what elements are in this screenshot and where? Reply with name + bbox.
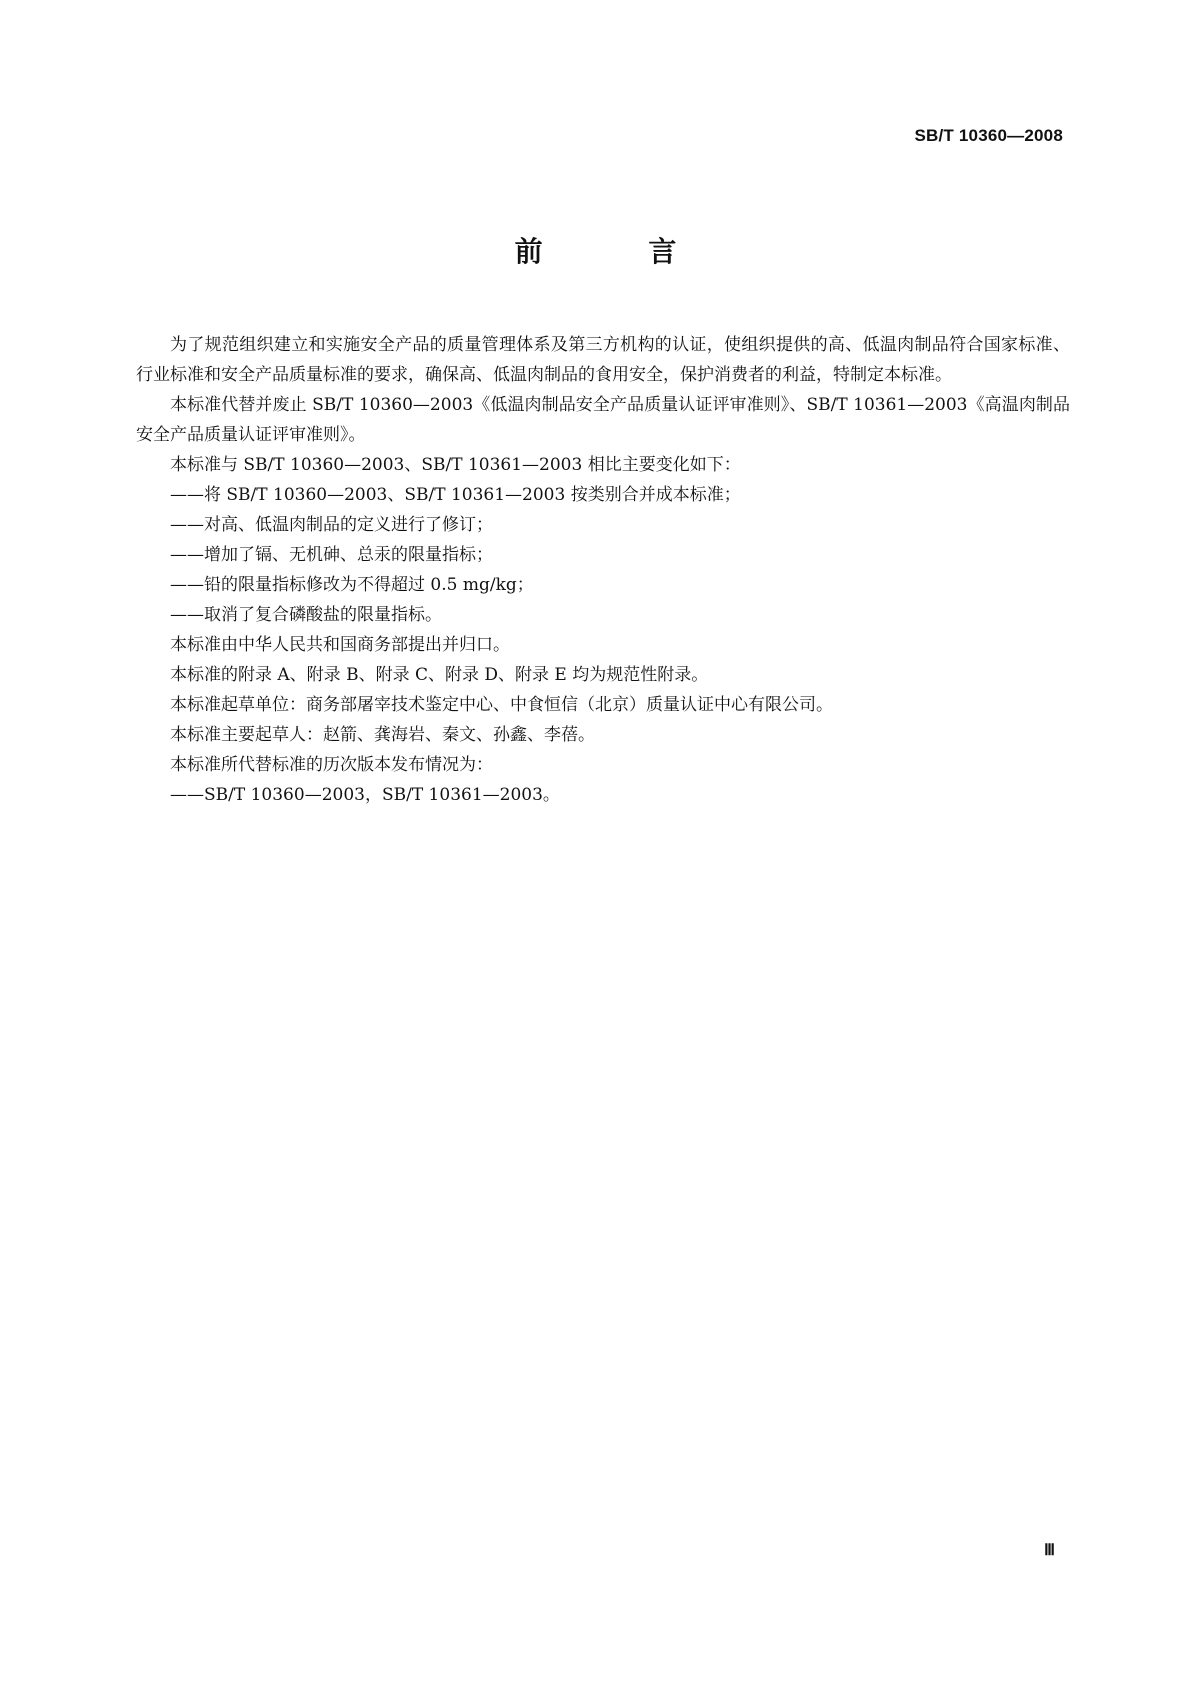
change-item: ——增加了镉、无机砷、总汞的限量指标； bbox=[170, 545, 493, 565]
history-item: ——SB/T 10360—2003，SB/T 10361—2003。 bbox=[170, 785, 560, 805]
standard-code: SB/T 10360—2008 bbox=[914, 126, 1063, 145]
paragraph-changes-intro: 本标准与 SB/T 10360—2003、SB/T 10361—2003 相比主要变化如下： bbox=[170, 455, 741, 475]
paragraph-proposer: 本标准由中华人民共和国商务部提出并归口。 bbox=[170, 635, 510, 655]
paragraph-purpose: 为了规范组织建立和实施安全产品的质量管理体系及第三方机构的认证，使组织提供的高、低温肉制品符合国家标准、行业标准和安全产品质量标准的要求，确保高、低温肉制品的食用安全，保护消费者的利益，特制定本标准。 bbox=[136, 335, 1070, 385]
paragraph-history-intro: 本标准所代替标准的历次版本发布情况为： bbox=[170, 755, 493, 775]
page-title: 前 言 bbox=[514, 235, 725, 268]
paragraph-replacement: 本标准代替并废止 SB/T 10360—2003《低温肉制品安全产品质量认证评审准则》、SB/T 10361—2003《高温肉制品安全产品质量认证评审准则》。 bbox=[136, 395, 1070, 445]
document-body bbox=[136, 330, 1070, 810]
page-number: Ⅲ bbox=[1043, 1542, 1055, 1559]
paragraph-drafters: 本标准主要起草人：赵箭、龚海岩、秦文、孙鑫、李蓓。 bbox=[170, 725, 595, 745]
paragraph-annexes: 本标准的附录 A、附录 B、附录 C、附录 D、附录 E 均为规范性附录。 bbox=[170, 665, 709, 685]
change-item: ——将 SB/T 10360—2003、SB/T 10361—2003 按类别合并成本标准； bbox=[170, 485, 741, 505]
change-item: ——对高、低温肉制品的定义进行了修订； bbox=[170, 515, 493, 535]
change-item: ——取消了复合磷酸盐的限量指标。 bbox=[170, 605, 442, 625]
change-item: ——铅的限量指标修改为不得超过 0.5 mg/kg； bbox=[170, 575, 534, 595]
paragraph-drafting-units: 本标准起草单位：商务部屠宰技术鉴定中心、中食恒信（北京）质量认证中心有限公司。 bbox=[170, 695, 833, 715]
